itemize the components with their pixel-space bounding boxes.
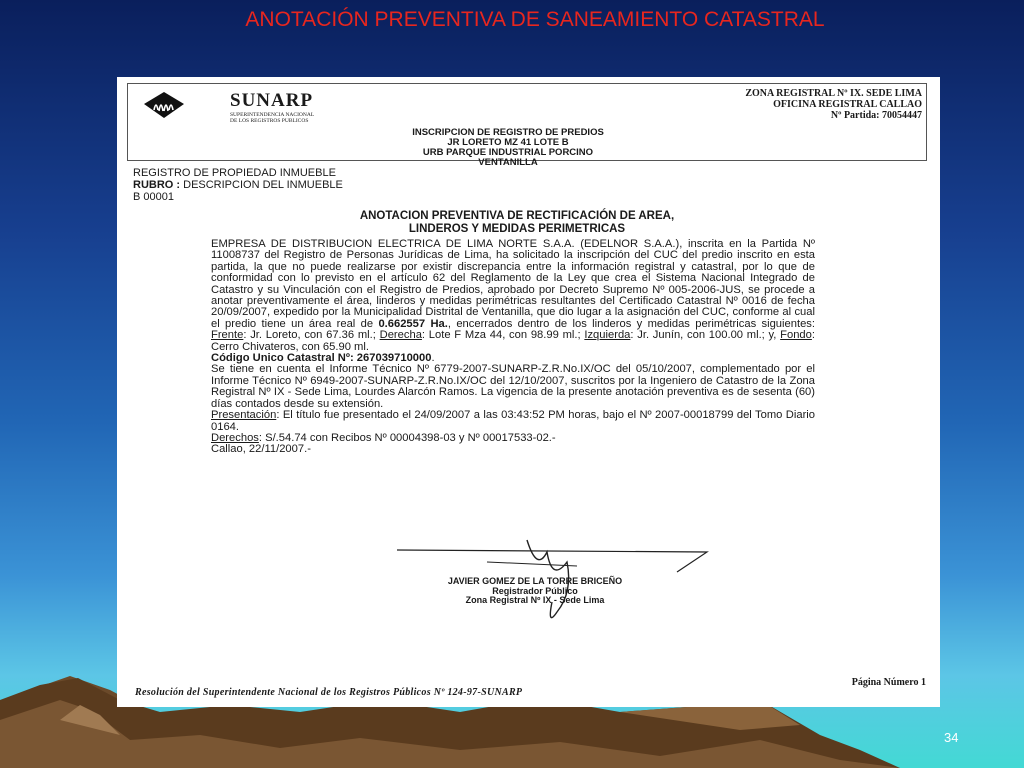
main-paragraph [211,239,815,353]
slide-title: ANOTACIÓN PREVENTIVA DE SANEAMIENTO CATASTRAL [245,8,825,31]
frente-label: Frente [211,329,244,342]
logo-sub-line: SUPERINTENDENCIA NACIONAL [230,112,315,118]
logo-sub-line: DE LOS REGISTROS PUBLICOS [230,118,309,124]
insc-line: JR LORETO MZ 41 LOTE B [447,137,569,148]
fondo-value: : Cerro Chivateros, con 65.90 ml. [211,329,815,353]
slide-number: 34 [944,730,959,745]
derecha-label: Derecha [379,329,422,342]
title-line: ANOTACION PREVENTIVA DE RECTIFICACIÓN DE AREA, [359,210,675,222]
derecha-value: : Lote F Mza 44, con 98.99 ml.; [421,329,585,342]
izquierda-value: : Jr. Junín, con 100.00 ml.; y, [630,329,781,342]
area-value: 0.662557 Ha. [378,317,448,330]
document-header [127,83,927,168]
partida-number: Nº Partida: 70054447 [830,110,922,121]
zone-info [745,88,922,121]
insc-line: VENTANILLA [478,157,538,168]
signer-zone: Zona Registral Nº IX - Sede Lima [465,595,605,605]
title-line: LINDEROS Y MEDIDAS PERIMETRICAS [408,223,626,235]
derechos-label: Derechos [211,431,259,444]
main-text-cont: , encerrados dentro de los linderos y medidas perimétricas siguientes: [447,317,815,330]
sunarp-logo-icon [142,90,186,120]
cuc-end: . [431,352,435,365]
insc-line: INSCRIPCION DE REGISTRO DE PREDIOS [412,127,604,138]
registry-lines [133,167,343,203]
resolution-footer: Resolución del Superintendente Nacional de los Registros Públicos Nº 124-97-SUNARP [135,687,523,698]
scanned-document [117,77,940,707]
presentacion-value: : El título fue presentado el 24/09/2007 a las 03:43:52 PM horas, bajo el Nº 2007-00018799 del Tomo Diario 0164. [211,409,815,433]
signer-role: Registrador Público [492,585,578,596]
zone-line: OFICINA REGISTRAL CALLAO [773,99,922,110]
rubro-value: DESCRIPCION DEL INMUEBLE [180,179,343,191]
page-number-label: Página Número 1 [851,677,926,688]
tecnico-paragraph: Se tiene en cuenta el Informe Técnico Nº 6779-2007-SUNARP-Z.R.No.IX/OC del 05/10/2007, complementado por el Informe Técnico Nº 6949-2007-SUNARP-Z.R.No.IX/OC del 12/10/2007, suscritos por la Ingeniero de Catastro de la Zona Registral Nº IX - Sede Lima, Lourdes Alarcón Ramos. La vigencia de la presente anotación preventiva es de sesenta (60) días contados desde su extensión. [211,363,815,410]
derechos-value: : S/.54.74 con Recibos Nº 00004398-03 y Nº 00017533-02.- [258,431,556,444]
main-text: EMPRESA DE DISTRIBUCION ELECTRICA DE LIMA NORTE S.A.A. (EDELNOR S.A.A.), inscrita en la Partida Nº 11008737 del Registro de Personas Jurídicas de Lima, ha solicitado la inscripción del CUC del predio inscrito en esta partida, la que no puede realizarse por existir discrepancia entre la información registral y catastral, por lo que de conformidad con lo previsto en el artículo 62 del Reglamento de la Ley que crea el Sistema Nacional Integrado de Catastro y su Vinculación con el Registro de Predios, aprobado por Decreto Supremo Nº 005-2006-JUS, se procede a anotar preventivamente el área, linderos y medidas perimétricas resultantes del Certificado Catastral Nº 0016 de fecha 20/09/2007, expedido por la Municipalidad Distrital de Ventanilla, que dio lugar a la asignación del CUC, conforme al cual el predio tiene un área real de [211,238,815,330]
zone-line: ZONA REGISTRAL Nº IX. SEDE LIMA [745,88,922,99]
presentacion-paragraph [211,410,815,433]
frente-value: : Jr. Loreto, con 67.36 ml.; [243,329,380,342]
rubro-line [133,179,343,191]
document-title [237,210,797,236]
registry-type: REGISTRO DE PROPIEDAD INMUEBLE [133,167,336,179]
izquierda-label: Izquierda [584,329,631,342]
logo-subtitle [230,112,390,124]
logo-name: SUNARP [230,90,314,111]
place-date: Callao, 22/11/2007.- [211,443,311,456]
fondo-label: Fondo [780,329,812,342]
insc-line: URB PARQUE INDUSTRIAL PORCINO [422,147,594,158]
document-body [211,239,815,456]
presentacion-label: Presentación [211,409,277,422]
asiento-code: B 00001 [133,191,174,203]
signature-block [405,577,665,606]
inscription-block [328,128,688,168]
signer-name: JAVIER GOMEZ DE LA TORRE BRICEÑO [447,576,623,586]
rubro-label: RUBRO : [133,179,181,191]
cuc-label: Código Unico Catastral Nº: 267039710000 [211,352,432,365]
